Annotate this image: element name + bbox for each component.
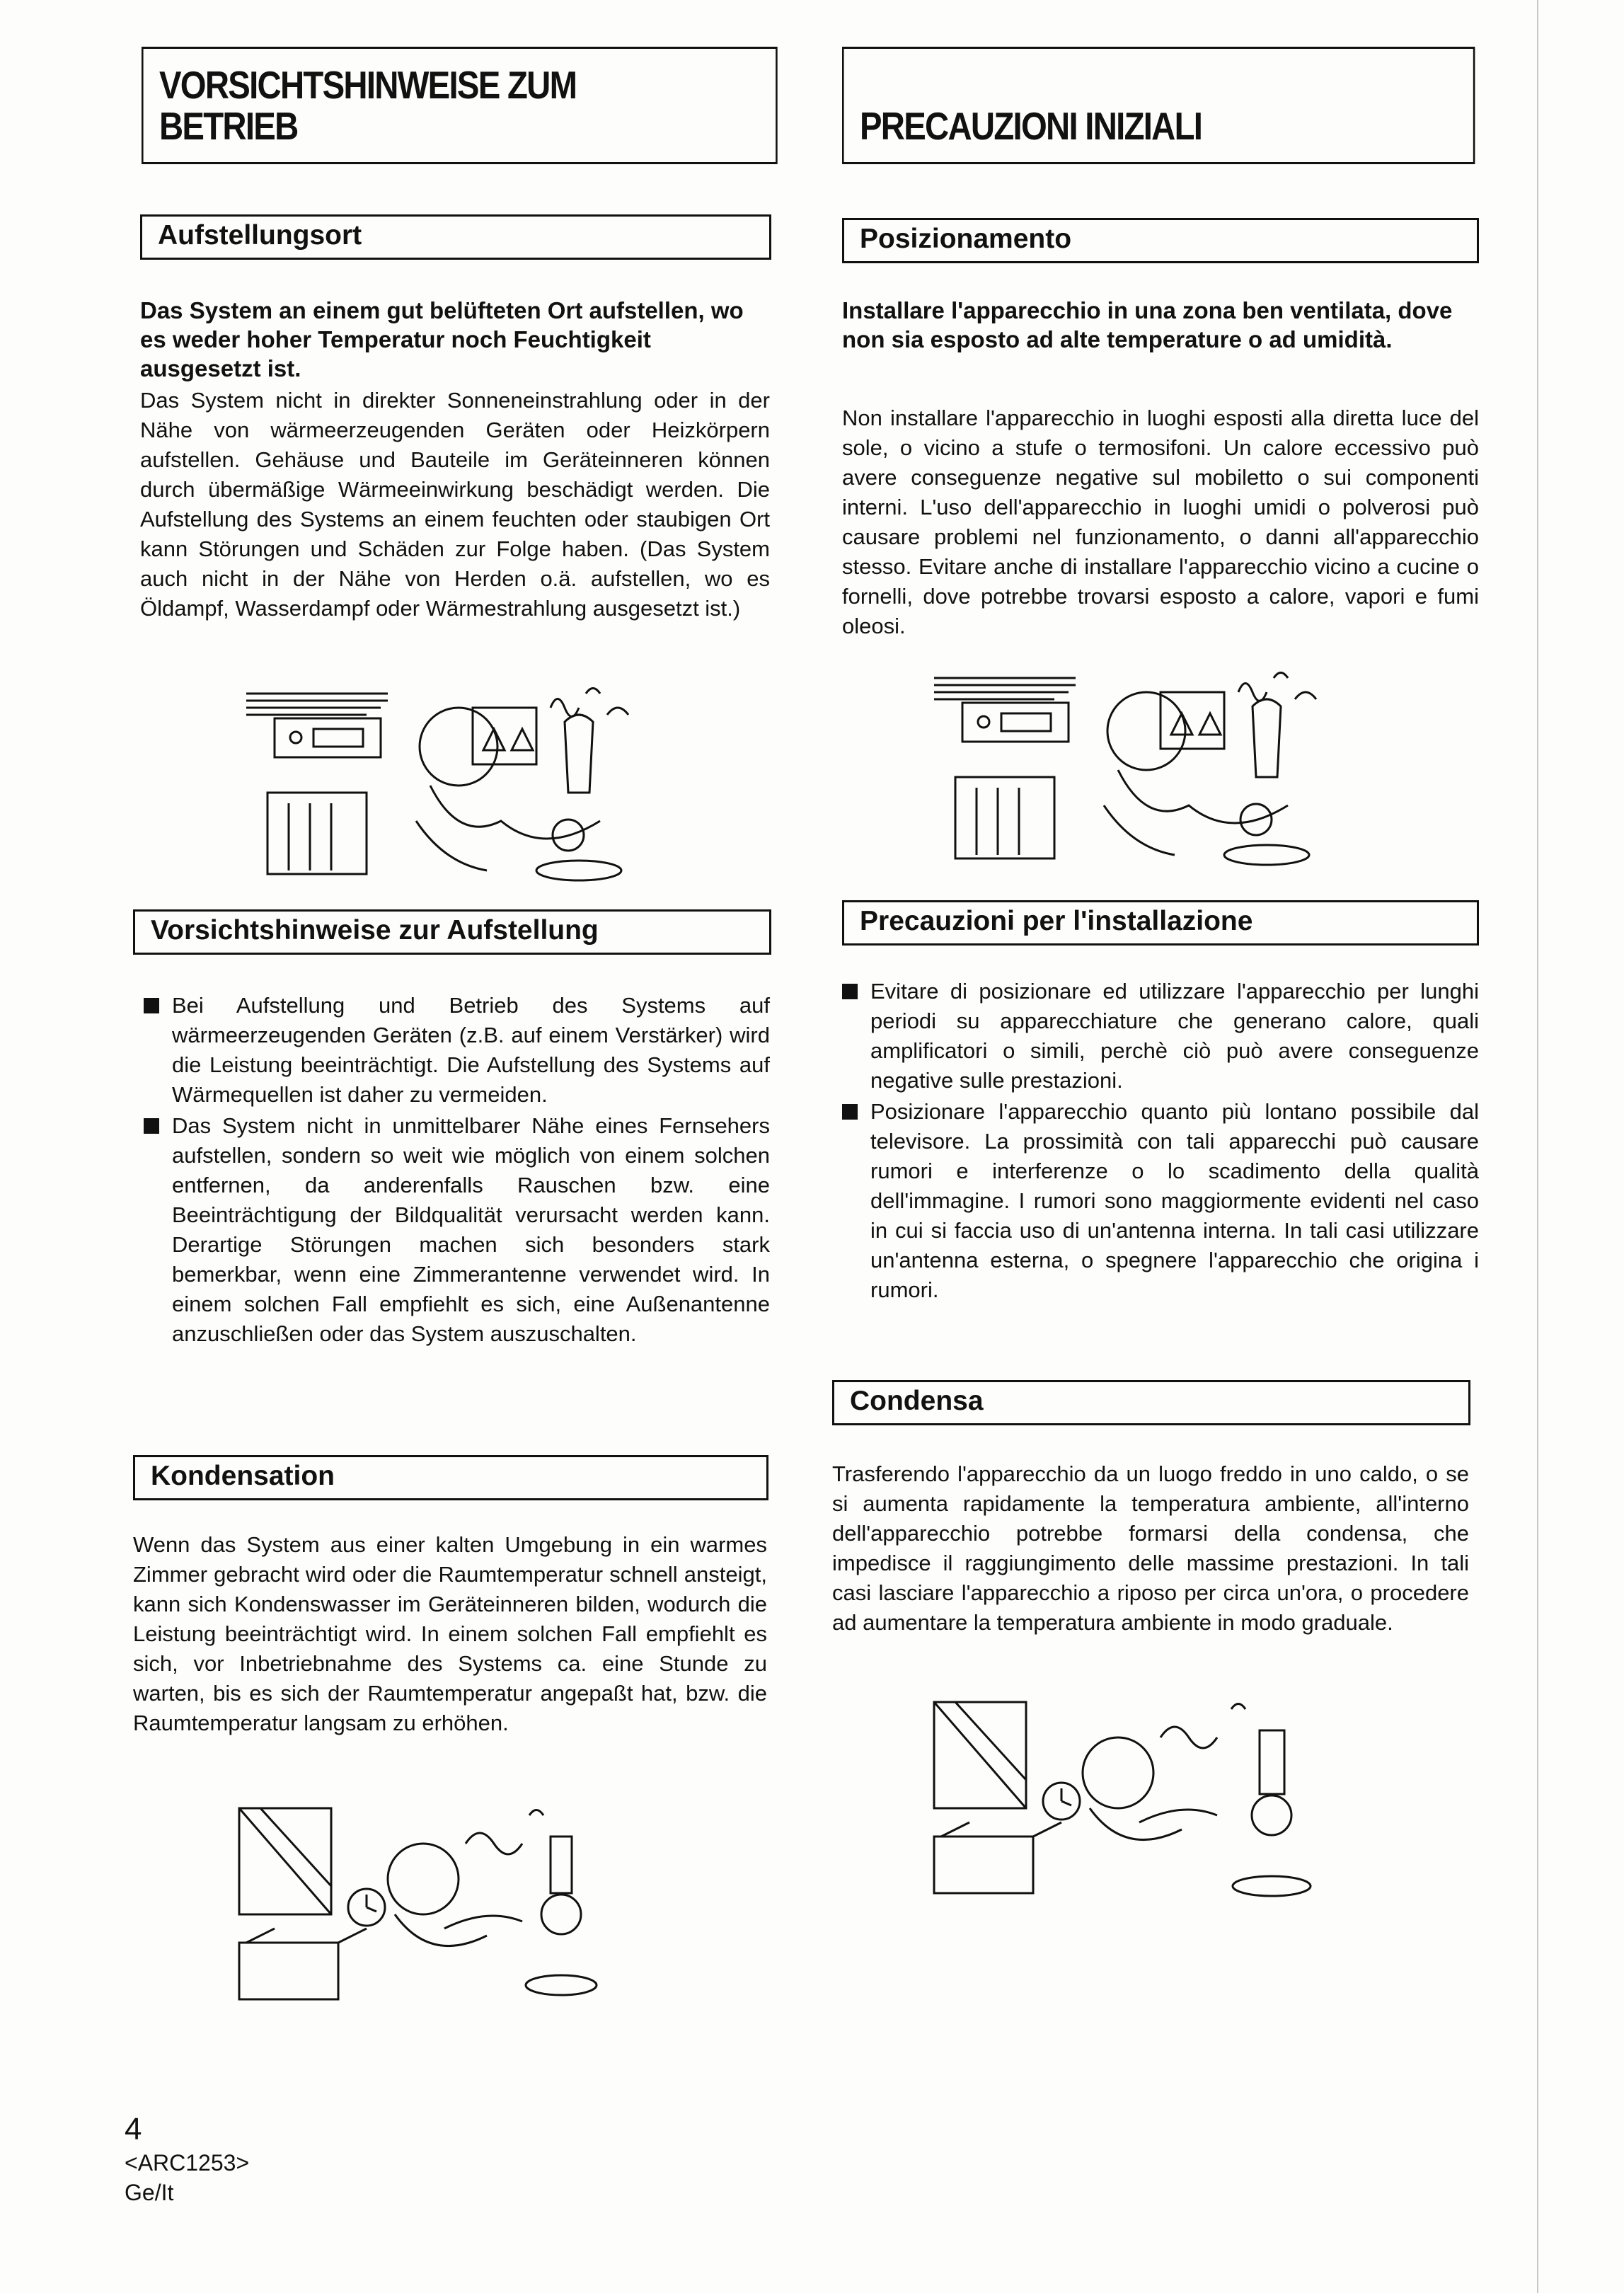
lead-text-aufstellungsort: Das System an einem gut belüfteten Ort aufstellen, wo es weder hoher Temperatur noch Feuchtigkeit ausgesetzt ist. [140,297,744,381]
bullet-list-precauzioni [842,977,1479,1306]
section-heading-vorsichtshinweise: Vorsichtshinweise zur Aufstellung [133,909,771,955]
page-title-italian-text: PRECAUZIONI INIZIALI [859,104,1202,148]
bullet-item: Bei Aufstellung und Betrieb des Systems auf wärmeerzeugenden Geräten (z.B. auf einem Verstärker) wird die Leistung beeinträchtigt. Die Aufstellung des Systems auf Wärmequellen ist daher zu vermeiden. [144,991,770,1110]
section-heading-kondensation: Kondensation [133,1455,768,1500]
model-code: <ARC1253> [125,2150,250,2176]
bullet-item: Evitare di posizionare ed utilizzare l'apparecchio per lunghi periodi su apparecchiature che generano calore, quali amplificatori o simili, perchè ciò può avere conseguenze negative sulle prestazioni. [842,977,1479,1096]
language-code: Ge/It [125,2180,174,2205]
page-number: 4 [125,2112,142,2147]
page-title-german-line2: BETRIEB [159,104,298,148]
body-text-kondensation: Wenn das System aus einer kalten Umgebung in ein warmes Zimmer gebracht wird oder die Raumtemperatur schnell ansteigt, kann sich Kondenswasser im Geräteinneren bilden, wodurch die Leistung beeinträchtigt wird. In einem solchen Fall empfiehlt es sich, vor Inbetriebnahme des Systems ca. eine Stunde zu warten, bis es sich der Raumtemperatur angepaßt hat, bzw. die Raumtemperatur langsam zu erhöhen. [133,1532,767,1735]
bullet-list-vorsichtshinweise [144,991,770,1350]
section-heading-precauzioni: Precauzioni per l'installazione [842,900,1479,946]
page-edge-line [1537,0,1538,2293]
bullet-item: Das System nicht in unmittelbarer Nähe eines Fernsehers aufstellen, sondern so weit wie möglich von einem solchen entfernen, da anderenfalls Rauschen bzw. eine Beeinträchtigung der Bildqualität verursacht werden kann. Derartige Störungen machen sich besonders stark bemerkbar, wenn eine Zimmerantenne verwendet wird. In einem solchen Fall empfiehlt es sich, eine Außenantenne anzuschließen oder das System auszuschalten. [144,1111,770,1349]
illustration-condensation-italian [927,1695,1337,1907]
page-title-german [142,47,778,164]
section-heading-condensa: Condensa [832,1380,1470,1425]
page-title-german-line1: VORSICHTSHINWEISE ZUM [159,63,577,107]
lead-text-posizionamento: Installare l'apparecchio in una zona ben ventilata, dove non sia esposto ad alte temperature o ad umidità. [842,297,1453,352]
illustration-condensation-german [232,1801,628,2006]
page-title-italian [842,47,1475,164]
body-text-posizionamento: Non installare l'apparecchio in luoghi esposti alla diretta luce del sole, o vicino a stufe o termosifoni. Un calore eccessivo può avere conseguenze negative sul mobiletto o sui componenti interni. L'uso dell'apparecchio in luoghi umidi o polverosi può causare problemi nel funzionamento, o danni all'apparecchio stesso. Evitare anche di installare l'apparecchio vicino a cucine o fornelli, dove potrebbe trovarsi esposto a calore, vapori e fumi oleosi. [842,406,1479,638]
body-text-condensa: Trasferendo l'apparecchio da un luogo freddo in uno caldo, o se si aumenta rapidamente la temperatura ambiente, all'interno dell'apparecchio potrebbe formarsi della condensa, che impedisce il raggiungimento delle massime prestazioni. In tali casi lasciare l'apparecchio a riposo per circa un'ora, o procedere ad aumentare la temperatura ambiente in modo graduale. [832,1461,1469,1635]
section-heading-aufstellungsort: Aufstellungsort [140,214,771,260]
illustration-heat-hazard-italian [934,664,1344,869]
section-heading-posizionamento: Posizionamento [842,218,1479,263]
bullet-item: Posizionare l'apparecchio quanto più lontano possibile dal televisore. La prossimità con tali apparecchi può causare rumori e interferenze o lo scadimento della qualità dell'immagine. I rumori sono maggiormente evidenti nel caso in cui si faccia uso di un'antenna interna. In tali casi utilizzare un'antenna esterna, o spegnere l'apparecchio che origina i rumori. [842,1097,1479,1305]
illustration-heat-hazard-german [246,679,643,885]
body-text-aufstellungsort: Das System nicht in direkter Sonneneinstrahlung oder in der Nähe von wärmeerzeugenden Geräten oder Heizkörpern aufstellen. Gehäuse und Bauteile im Geräteinneren können durch übermäßige Wärmeeinwirkung beschädigt werden. Die Aufstellung des Systems an einem feuchten oder staubigen Ort kann Störungen und Schäden zur Folge haben. (Das System auch nicht in der Nähe von Herden o.ä. aufstellen, wo es Öldampf, Wasserdampf oder Wärmestrahlung ausgesetzt ist.) [140,388,770,621]
